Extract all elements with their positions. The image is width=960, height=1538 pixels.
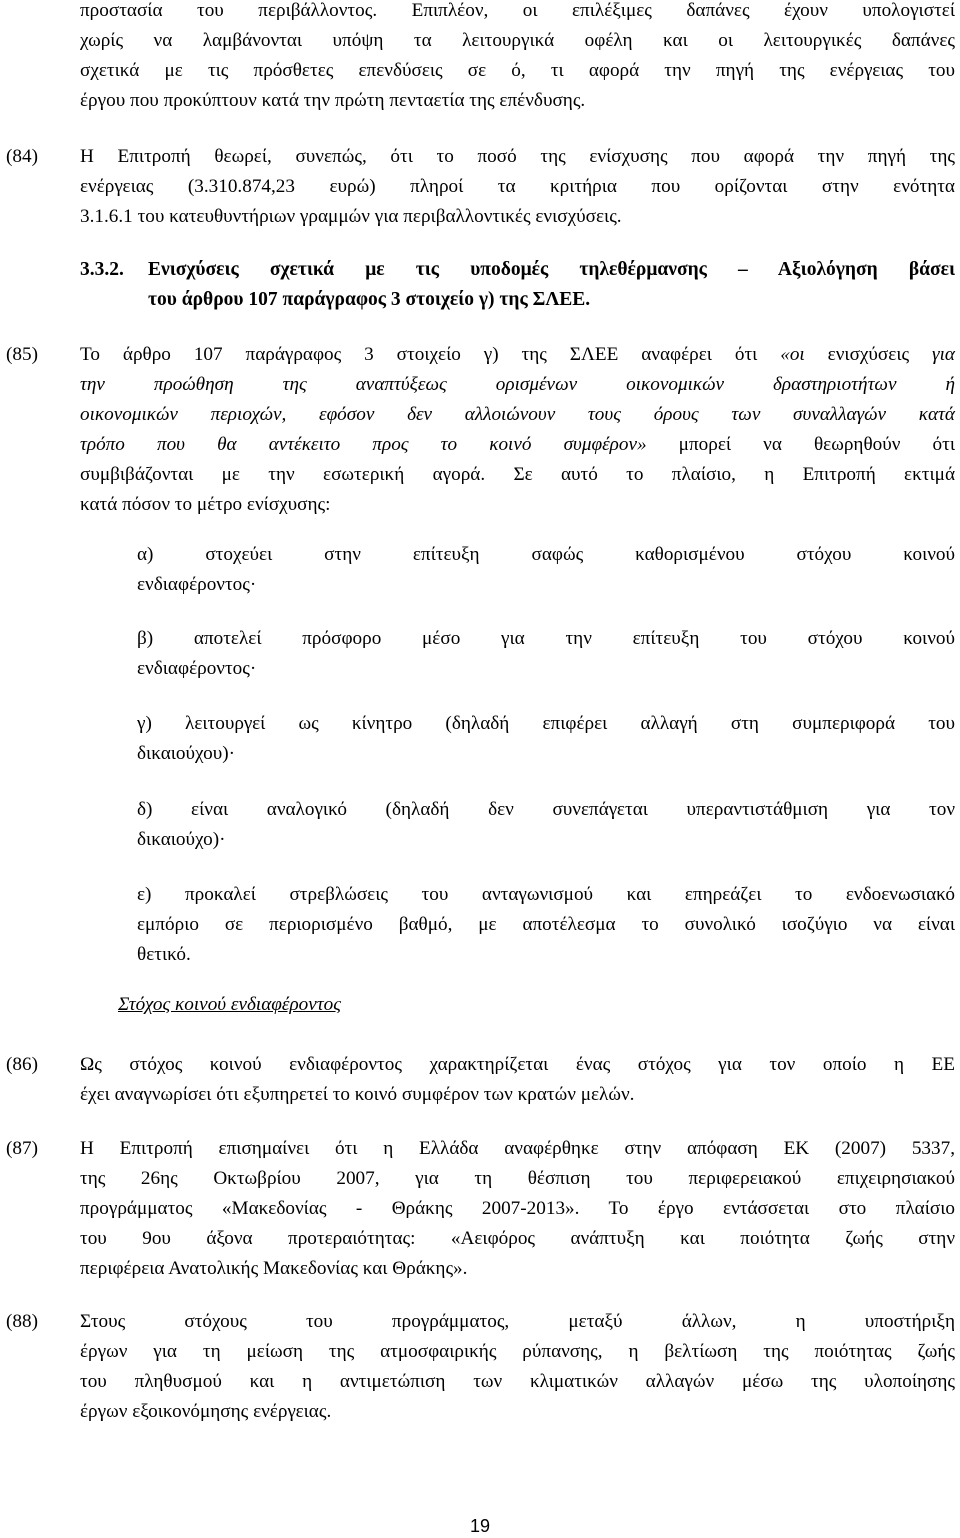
text-line: τρόπο που θα αντέκειτο προς το κοινό συμφέρον» μπορεί να θεωρηθούν ότι [80, 434, 955, 455]
text-line: έργων για τη μείωση της ατμοσφαιρικής ρύπανσης, η βελτίωση της ποιότητας ζωής [80, 1341, 955, 1362]
text-line: ενδιαφέροντος· [137, 574, 257, 595]
text-line: εμπόριο σε περιορισμένο βαθμό, με αποτέλεσμα το συνολικό ισοζύγιο να είναι [137, 914, 955, 935]
section-number: 3.3.2. [80, 259, 124, 280]
paragraph-number: (86) [6, 1054, 38, 1075]
text-line: γ) λειτουργεί ως κίνητρο (δηλαδή επιφέρει αλλαγή στη συμπεριφορά του [137, 713, 955, 734]
text-line: ενέργειας (3.310.874,23 ευρώ) πληροί τα κριτήρια που ορίζονται στην ενότητα [80, 176, 955, 197]
paragraph-number: (87) [6, 1138, 38, 1159]
paragraph-86 [80, 1050, 955, 1110]
text-line: έργων εξοικονόμησης ενέργειας. [80, 1401, 332, 1422]
criterion-a [137, 540, 955, 600]
subheading: Στόχος κοινού ενδιαφέροντος [118, 994, 342, 1015]
text-line: του άρθρου 107 παράγραφος 3 στοιχείο γ) της ΣΛΕΕ. [148, 289, 591, 310]
criterion-e [137, 880, 955, 970]
paragraph-88 [80, 1307, 955, 1427]
text-line: α) στοχεύει στην επίτευξη σαφώς καθορισμένου στόχου κοινού [137, 544, 955, 565]
paragraph-87 [80, 1134, 955, 1284]
text-line: έχει αναγνωρίσει ότι εξυπηρετεί το κοινό συμφέρον των κρατών μελών. [80, 1084, 635, 1105]
text-line: του 9ου άξονα προτεραιότητας: «Αειφόρος ανάπτυξη και ποιότητα ζωής στην [80, 1228, 955, 1249]
text-line: Το άρθρο 107 παράγραφος 3 στοιχείο γ) της ΣΛΕΕ αναφέρει ότι «οι ενισχύσεις για [80, 344, 955, 365]
text-line: κατά πόσον το μέτρο ενίσχυσης: [80, 494, 331, 515]
paragraph-84 [80, 142, 955, 232]
intro-paragraph [80, 0, 955, 116]
text-line: συμβιβάζονται με την εσωτερική αγορά. Σε αυτό το πλαίσιο, η Επιτροπή εκτιμά [80, 464, 955, 485]
text-line: της 26ης Οκτωβρίου 2007, για τη θέσπιση του περιφερειακού επιχειρησιακού [80, 1168, 955, 1189]
paragraph-number: (84) [6, 146, 38, 167]
criterion-d [137, 795, 955, 855]
text-line: σχετικά με τις πρόσθετες επενδύσεις σε ό, τι αφορά την πηγή της ενέργειας του [80, 60, 955, 81]
text-line: Στους στόχους του προγράμματος, μεταξύ άλλων, η υποστήριξη [80, 1311, 955, 1332]
text-line: 3.1.6.1 του κατευθυντήριων γραμμών για περιβαλλοντικές ενισχύσεις. [80, 206, 622, 227]
criterion-c [137, 709, 955, 769]
text-line: την προώθηση της αναπτύξεως ορισμένων οικονομικών δραστηριοτήτων ή [80, 374, 955, 395]
text-line: ε) προκαλεί στρεβλώσεις του ανταγωνισμού και επηρεάζει το ενδοενωσιακό [137, 884, 955, 905]
text-line: δικαιούχο)· [137, 829, 226, 850]
text-line: Η Επιτροπή επισημαίνει ότι η Ελλάδα αναφέρθηκε στην απόφαση ΕΚ (2007) 5337, [80, 1138, 955, 1159]
text-line: του πληθυσμού και η αντιμετώπιση των κλιματικών αλλαγών μέσω της υλοποίησης [80, 1371, 955, 1392]
paragraph-number: (88) [6, 1311, 38, 1332]
text-line: περιφέρεια Ανατολικής Μακεδονίας και Θράκης». [80, 1258, 468, 1279]
text-line: έργου που προκύπτουν κατά την πρώτη πενταετία της επένδυσης. [80, 90, 586, 111]
text-line: οικονομικών περιοχών, εφόσον δεν αλλοιώνουν τους όρους των συναλλαγών κατά [80, 404, 955, 425]
text-line: Ως στόχος κοινού ενδιαφέροντος χαρακτηρίζεται ένας στόχος για τον οποίο η ΕΕ [80, 1054, 955, 1075]
text-line: Ενισχύσεις σχετικά με τις υποδομές τηλεθέρμανσης – Αξιολόγηση βάσει [148, 259, 955, 280]
text-line: χωρίς να λαμβάνονται υπόψη τα λειτουργικά οφέλη και οι λειτουργικές δαπάνες [80, 30, 955, 51]
text-line: θετικό. [137, 944, 191, 965]
text-line: προστασία του περιβάλλοντος. Επιπλέον, οι επιλέξιμες δαπάνες έχουν υπολογιστεί [80, 0, 955, 21]
paragraph-number: (85) [6, 344, 38, 365]
criterion-b [137, 624, 955, 684]
section-heading [148, 255, 955, 315]
text-line: δικαιούχου)· [137, 743, 235, 764]
paragraph-85 [80, 340, 955, 520]
text-line: δ) είναι αναλογικό (δηλαδή δεν συνεπάγεται υπεραντιστάθμιση για τον [137, 799, 955, 820]
text-line: Η Επιτροπή θεωρεί, συνεπώς, ότι το ποσό της ενίσχυσης που αφορά την πηγή της [80, 146, 955, 167]
page-number: 19 [469, 1516, 491, 1536]
text-line: ενδιαφέροντος· [137, 658, 257, 679]
text-line: προγράμματος «Μακεδονίας - Θράκης 2007-2013». Το έργο εντάσσεται στο πλαίσιο [80, 1198, 955, 1219]
text-line: β) αποτελεί πρόσφορο μέσο για την επίτευξη του στόχου κοινού [137, 628, 955, 649]
